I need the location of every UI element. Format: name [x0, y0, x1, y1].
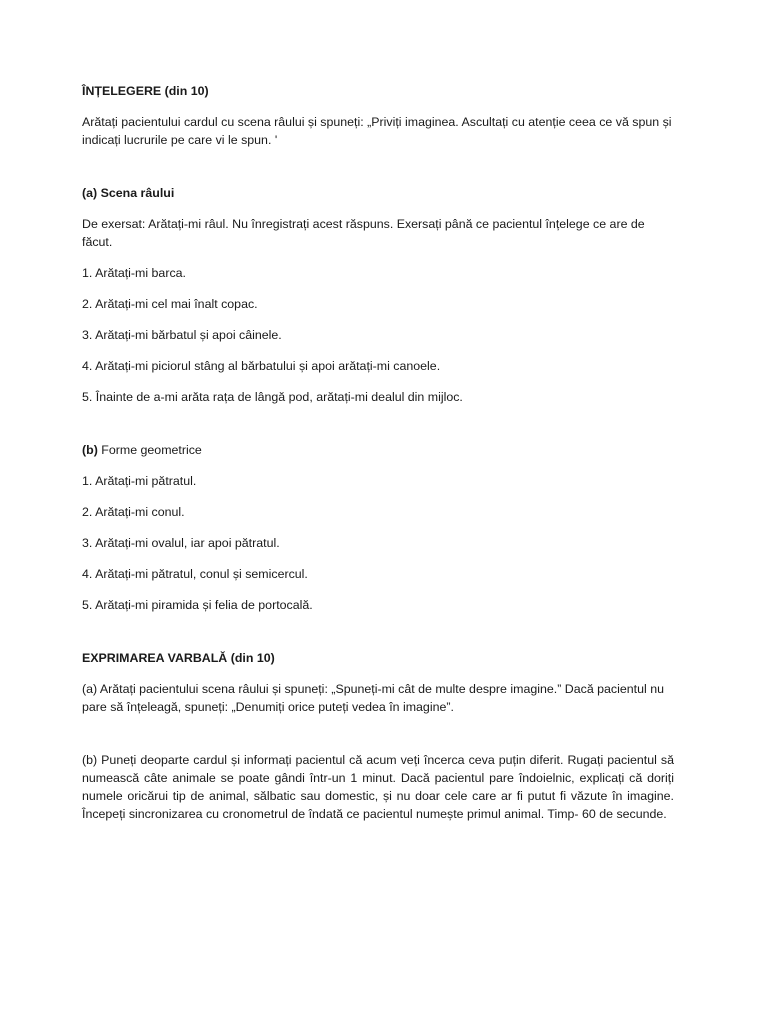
list-item: 2. Arătați-mi cel mai înalt copac. [82, 297, 258, 311]
section-title-exprimarea: EXPRIMAREA VARBALĂ (din 10) [82, 651, 275, 665]
subsection-title-forme-geometrice [82, 441, 674, 459]
list-item: 2. Arătați-mi conul. [82, 505, 185, 519]
subsection-title-text: Scena râului [100, 186, 175, 200]
list-item: 3. Arătați-mi bărbatul și apoi câinele. [82, 328, 282, 342]
list-item: 5. Înainte de a-mi arăta rața de lângă pod, arătați-mi dealul din mijloc. [82, 390, 463, 404]
subsection-title-scena-raului [82, 184, 674, 202]
list-item: 5. Arătați-mi piramida și felia de portocală. [82, 598, 313, 612]
list-item: 1. Arătați-mi pătratul. [82, 474, 197, 488]
list-item: 4. Arătați-mi pătratul, conul și semicercul. [82, 567, 308, 581]
list-item: 4. Arătați-mi piciorul stâng al bărbatului și apoi arătați-mi canoele. [82, 359, 441, 373]
subsection-label: (a) [82, 186, 98, 200]
intelegere-instruction: Arătați pacientului cardul cu scena râului și spuneți: „Priviți imaginea. Ascultați cu atenție ceea ce vă spun și indicați lucrurile pe care vi le spun. ' [82, 115, 672, 147]
list-item: 3. Arătați-mi ovalul, iar apoi pătratul. [82, 536, 280, 550]
subsection-title-text: Forme geometrice [101, 443, 202, 457]
exprimarea-b-paragraph: (b) Puneți deoparte cardul și informați pacientul că acum veți încerca ceva puțin diferit. Rugați pacientul să numească câte animale se poate gândi într-un 1 minut. Dacă pacientul pare îndoielnic, explicați că doriți numele oricărui tip de animal, sălbatic sau domestic, și nu doar cele care ar fi putut fi văzute în imagine. Începeți sincronizarea cu cronometrul de îndată ce pacientul numește primul animal. Timp- 60 de secunde. [82, 753, 674, 821]
practice-instruction: De exersat: Arătați-mi râul. Nu înregistrați acest răspuns. Exersați până ce pacientul înțelege ce are de făcut. [82, 217, 645, 249]
section-title-intelegere: ÎNȚELEGERE (din 10) [82, 84, 209, 98]
subsection-label: (b) [82, 443, 98, 457]
list-item: 1. Arătați-mi barca. [82, 266, 186, 280]
exprimarea-a-paragraph: (a) Arătați pacientului scena râului și spuneți: „Spuneți-mi cât de multe despre imagine.” Dacă pacientul nu pare să înțeleagă, spuneți: „Denumiți orice puteți vedea în imagine”. [82, 682, 664, 714]
